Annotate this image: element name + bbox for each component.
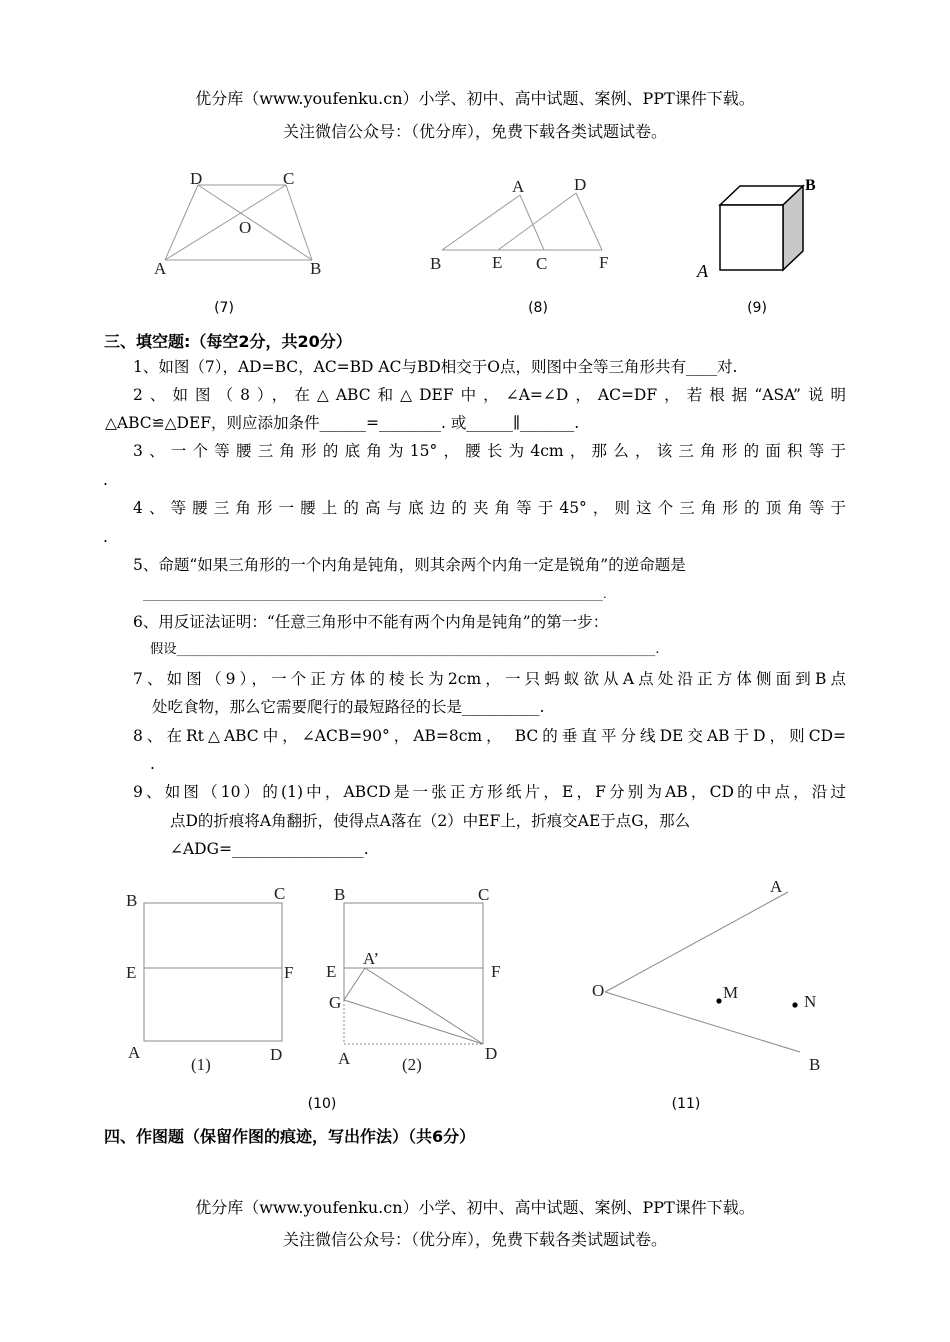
segment-a-prime-d (365, 968, 483, 1044)
label-b: B (805, 177, 816, 194)
figure-10-1-caption: (1) (191, 1055, 211, 1074)
question-1: 1、如图（7），AD=BC，AC=BD AC与BD相交于O点，则图中全等三角形共有____对. (133, 358, 738, 376)
ray-oa (605, 892, 788, 992)
question-4-line-2: . (103, 528, 108, 546)
label-m: M (723, 983, 739, 1002)
fold-gd (344, 1000, 483, 1044)
segment-ed (498, 193, 576, 250)
footer-line-1: 优分库（www.youfenku.cn）小学、初中、高中试题、案例、PPT课件下载。 (195, 1198, 755, 1217)
section-3-title: 三、填空题:（每空2分，共20分） (104, 332, 352, 351)
question-4-line-1: 4、等腰三角形一腰上的高与底边的夹角等于45°，则这个三角形的顶角等于 (133, 499, 846, 517)
segment-ba (442, 195, 520, 250)
question-2-line-1: 2、如图（8），在△ABC和△DEF中，∠A=∠D，AC=DF，若根据“ASA”说明 (133, 386, 846, 404)
label-e: E (126, 963, 137, 982)
label-o: O (239, 218, 252, 237)
label-a: A (338, 1049, 351, 1068)
label-a: A (770, 877, 783, 896)
label-e: E (492, 253, 503, 272)
label-d: D (574, 175, 587, 194)
label-a: A (697, 261, 708, 281)
segment-df (576, 193, 602, 250)
segment-ac (520, 195, 544, 250)
figure-10-2-caption: (2) (402, 1055, 422, 1074)
square-abcd (144, 903, 282, 1041)
figure-7-caption: (7) (214, 300, 234, 316)
label-e: E (326, 962, 337, 981)
label-c: C (283, 169, 295, 188)
label-n: N (804, 992, 817, 1011)
question-7-line-1: 7、如图（9），一个正方体的棱长为2cm，一只蚂蚁欲从A点处沿正方体侧面到B点 (133, 670, 846, 688)
cube-front-face (720, 205, 783, 270)
label-f: F (491, 962, 501, 981)
question-9-line-1: 9、如图（10）的(1)中，ABCD是一张正方形纸片，E，F分别为AB，CD的中点，沿过 (133, 783, 846, 801)
question-8-line-1: 8、在Rt△ABC中，∠ACB=90°，AB=8cm， BC的垂直平分线DE交AB于D，则CD= (133, 727, 846, 745)
footer-line-2: 关注微信公众号：（优分库），免费下载各类试题试卷。 (282, 1230, 667, 1249)
question-6-line-1: 6、用反证法证明：“任意三角形中不能有两个内角是钝角”的第一步： (133, 613, 609, 631)
question-3-line-1: 3、一个等腰三角形的底角为15°，腰长为4cm，那么，该三角形的面积等于 (133, 442, 846, 460)
label-o: O (592, 981, 605, 1000)
question-6-line-2: 假设________________________________________________________________________. (150, 642, 660, 657)
question-3-line-2: . (103, 471, 108, 489)
figure-10-2-folded-square (320, 878, 510, 1078)
figure-8-caption: (8) (528, 300, 548, 316)
figure-10-caption: (10) (307, 1096, 337, 1112)
label-b: B (334, 885, 346, 904)
question-5-line-1: 5、命题“如果三角形的一个内角是钝角，则其余两个内角一定是锐角”的逆命题是 (133, 556, 686, 574)
segment-ga-prime (344, 968, 365, 1000)
segment-ad (165, 185, 198, 260)
segment-bc (286, 185, 312, 260)
header-line-2: 关注微信公众号：（优分库），免费下载各类试题试卷。 (282, 122, 667, 141)
figure-10-1-square (118, 878, 308, 1078)
question-8-line-2: . (150, 755, 155, 773)
diagonal-ac (165, 185, 286, 260)
square-edges (344, 903, 483, 1044)
point-n (792, 1002, 797, 1007)
question-2-line-2: △ABC≌△DEF，则应添加条件______=________. 或______∥_______. (105, 414, 580, 432)
question-9-line-3: ∠ADG=_________________. (170, 840, 369, 858)
question-5-line-2: ________________________________________________________________________________. (143, 587, 607, 601)
figure-7-trapezoid (140, 160, 340, 285)
point-m (716, 998, 721, 1003)
ray-ob (605, 992, 800, 1052)
label-c: C (536, 254, 548, 273)
label-f: F (284, 963, 294, 982)
label-f: F (599, 253, 609, 272)
label-a: A (512, 177, 525, 196)
label-a: A (154, 259, 167, 278)
label-d: D (270, 1045, 283, 1064)
question-9-line-2: 点D的折痕将A角翻折，使得点A落在（2）中EF上，折痕交AE于点G，那么 (170, 812, 691, 830)
label-b: B (310, 259, 322, 278)
figure-8-triangles (420, 165, 620, 280)
figure-11-caption: (11) (671, 1096, 701, 1112)
question-7-line-2: 处吃食物，那么它需要爬行的最短路径的长是__________. (152, 698, 545, 716)
section-4-title: 四、作图题（保留作图的痕迹，写出作法）（共6分） (104, 1127, 476, 1146)
label-c: C (274, 884, 286, 903)
label-d: D (485, 1044, 498, 1063)
label-c: C (478, 885, 490, 904)
label-b: B (126, 891, 138, 910)
header-line-1: 优分库（www.youfenku.cn）小学、初中、高中试题、案例、PPT课件下载。 (195, 89, 755, 108)
label-b: B (809, 1055, 821, 1074)
figure-11-angle (580, 870, 840, 1080)
figure-9-caption: (9) (747, 300, 767, 316)
label-b: B (430, 254, 442, 273)
label-a-prime: A’ (363, 949, 380, 968)
figure-9-cube (690, 170, 830, 285)
label-g: G (329, 993, 342, 1012)
label-d: D (190, 169, 203, 188)
diagonal-bd (198, 185, 312, 260)
label-a: A (128, 1043, 141, 1062)
